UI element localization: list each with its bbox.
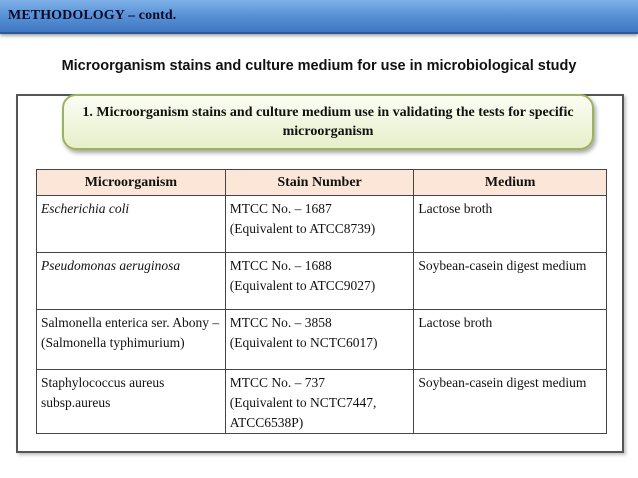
stain-equivalent: (Equivalent to NCTC7447, ATCC6538P) <box>229 395 377 430</box>
cell-organism: Pseudomonas aeruginosa <box>37 253 226 310</box>
cell-stain <box>225 310 414 370</box>
cell-medium: Lactose broth <box>414 310 607 370</box>
callout-text: 1. Microorganism stains and culture medium use in validating the tests for specific microorganism <box>82 105 574 139</box>
stain-number: MTCC No. – 3858 <box>229 315 332 330</box>
table-row <box>37 370 607 434</box>
stain-equivalent: (Equivalent to ATCC8739) <box>229 221 376 236</box>
header-microorganism: Microorganism <box>37 170 226 196</box>
table-row <box>37 310 607 370</box>
cell-organism: Salmonella enterica ser. Abony – (Salmonella typhimurium) <box>37 310 226 370</box>
cell-medium: Soybean-casein digest medium <box>414 370 607 434</box>
cell-organism: Escherichia coli <box>37 196 226 253</box>
stain-number: MTCC No. – 737 <box>229 375 325 390</box>
stain-equivalent: (Equivalent to ATCC9027) <box>229 278 376 293</box>
cell-stain <box>225 253 414 310</box>
table-header-row <box>37 170 607 196</box>
cell-stain <box>225 370 414 434</box>
cell-medium: Soybean-casein digest medium <box>414 253 607 310</box>
header-stain-number: Stain Number <box>225 170 414 196</box>
table-row <box>37 196 607 253</box>
slide-title: METHODOLOGY – contd. <box>8 8 177 23</box>
organism-table <box>36 169 607 434</box>
header-bar <box>0 0 638 34</box>
table-row <box>37 253 607 310</box>
cell-organism: Staphylococcus aureus subsp.aureus <box>37 370 226 434</box>
stain-number: MTCC No. – 1688 <box>229 258 332 273</box>
header-medium: Medium <box>414 170 607 196</box>
callout-box <box>62 94 594 150</box>
stain-equivalent: (Equivalent to NCTC6017) <box>229 335 378 350</box>
slide-subtitle: Microorganism stains and culture medium for use in microbiological study <box>61 58 577 74</box>
cell-medium: Lactose broth <box>414 196 607 253</box>
stain-number: MTCC No. – 1687 <box>229 201 332 216</box>
cell-stain <box>225 196 414 253</box>
